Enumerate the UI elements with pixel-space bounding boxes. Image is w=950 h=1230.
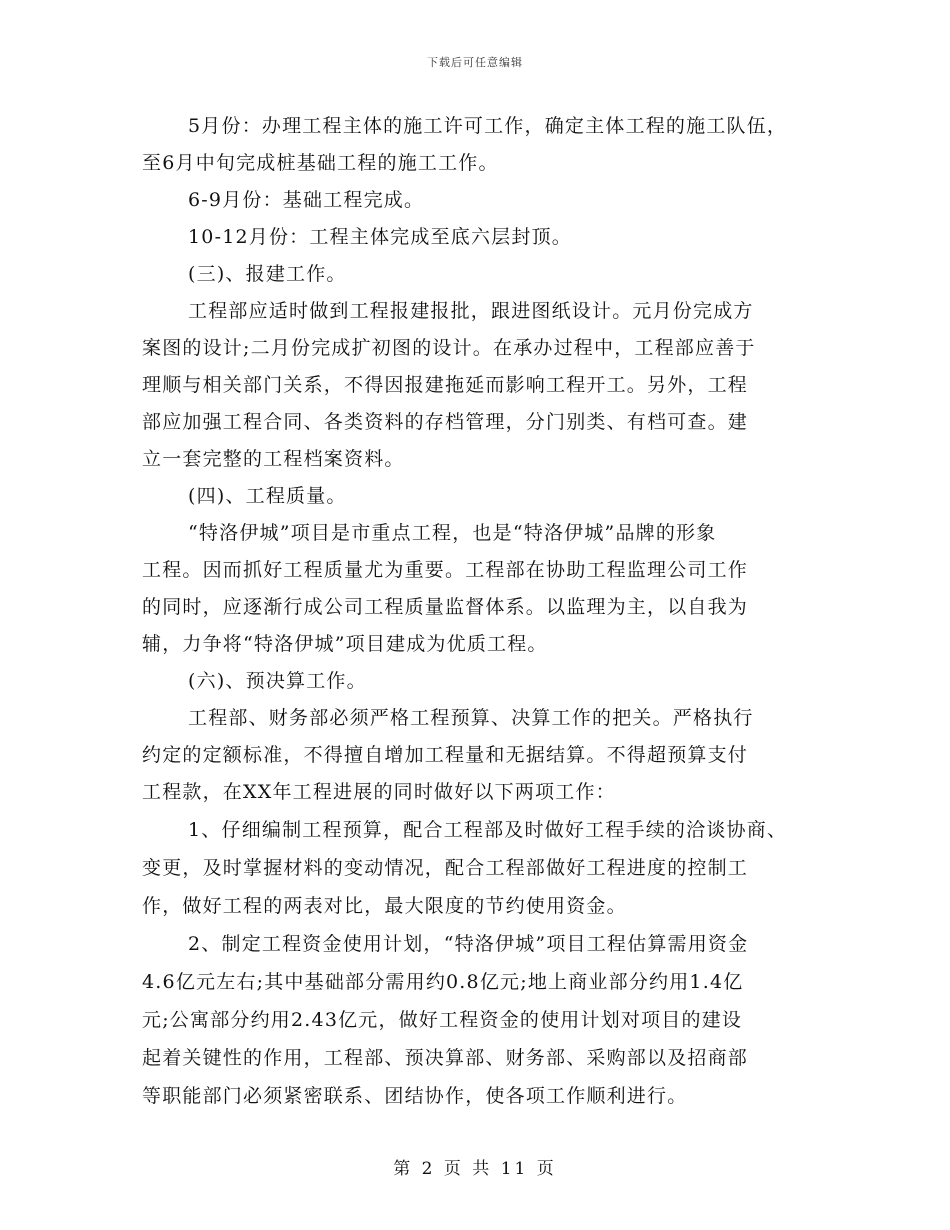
page-footer: 第 2 页 共 11 页 xyxy=(393,1159,557,1179)
text-line: 1、仔细编制工程预算，配合工程部及时做好工程手续的洽谈协商、 xyxy=(188,819,788,841)
text-line: 起着关键性的作用，工程部、预决算部、财务部、采购部以及招商部 xyxy=(142,1047,749,1069)
text-line: 变更，及时掌握材料的变动情况，配合工程部做好工程进度的控制工 xyxy=(142,857,749,879)
text-line: 案图的设计;二月份完成扩初图的设计。在承办过程中，工程部应善于 xyxy=(142,337,756,359)
text-line: 工程部应适时做到工程报建报批，跟进图纸设计。元月份完成方 xyxy=(188,300,754,322)
text-line: 作，做好工程的两表对比，最大限度的节约使用资金。 xyxy=(142,895,627,917)
text-line: 6-9月份：基础工程完成。 xyxy=(188,189,425,211)
section-heading: (四)、工程质量。 xyxy=(188,485,347,507)
text-line: 工程部、财务部必须严格工程预算、决算工作的把关。严格执行 xyxy=(188,707,754,729)
text-line: 元;公寓部分约用2.43亿元，做好工程资金的使用计划对项目的建设 xyxy=(142,1009,743,1031)
text-line: “特洛伊城”项目是市重点工程，也是“特洛伊城”品牌的形象 xyxy=(188,522,717,544)
text-line: 等职能部门必须紧密联系、团结协作，使各项工作顺利进行。 xyxy=(142,1085,688,1107)
text-line: 工程款，在XX年工程进展的同时做好以下两项工作： xyxy=(142,781,616,803)
text-line: 的同时，应逐渐行成公司工程质量监督体系。以监理为主，以自我为 xyxy=(142,596,749,618)
text-line: 理顺与相关部门关系，不得因报建拖延而影响工程开工。另外，工程 xyxy=(142,374,749,396)
text-line: 5月份：办理工程主体的施工许可工作，确定主体工程的施工队伍， xyxy=(188,115,788,137)
text-line: 至6月中旬完成桩基础工程的施工工作。 xyxy=(142,152,499,174)
section-heading: (三)、报建工作。 xyxy=(188,263,347,285)
text-line: 辅，力争将“特洛伊城”项目建成为优质工程。 xyxy=(142,633,548,655)
text-line: 约定的定额标准，不得擅自增加工程量和无据结算。不得超预算支付 xyxy=(142,744,749,766)
text-line: 2、制定工程资金使用计划，“特洛伊城”项目工程估算需用资金 xyxy=(188,933,749,955)
text-line: 4.6亿元左右;其中基础部分需用约0.8亿元;地上商业部分约用1.4亿 xyxy=(142,971,744,993)
section-heading: (六)、预决算工作。 xyxy=(188,670,367,692)
page-header: 下载后可任意编辑 xyxy=(427,56,523,69)
text-line: 工程。因而抓好工程质量尤为重要。工程部在协助工程监理公司工作 xyxy=(142,559,749,581)
text-line: 10-12月份：工程主体完成至底六层封顶。 xyxy=(188,226,572,248)
text-line: 部应加强工程合同、各类资料的存档管理，分门别类、有档可查。建 xyxy=(142,411,749,433)
text-line: 立一套完整的工程档案资料。 xyxy=(142,448,405,470)
